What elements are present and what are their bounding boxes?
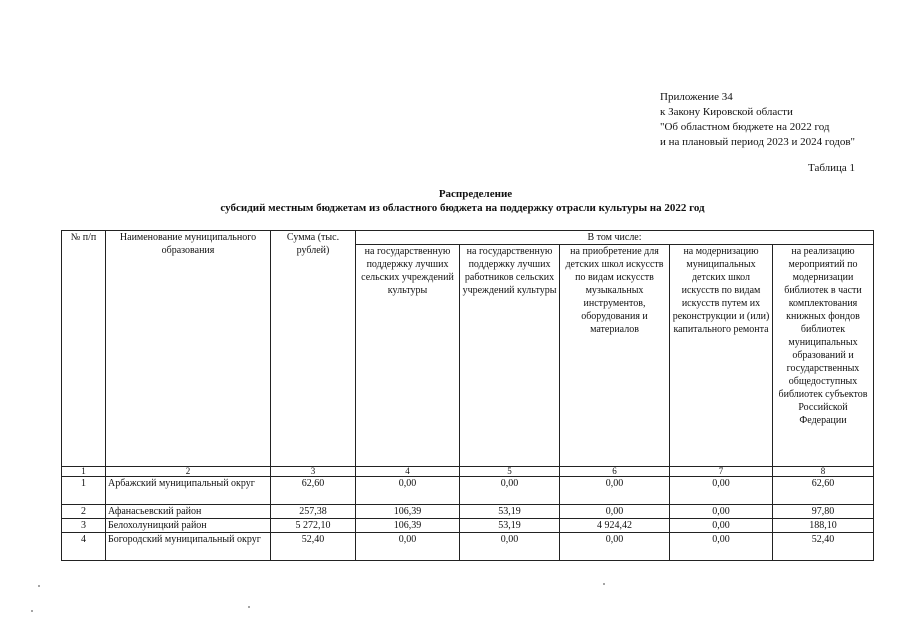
row-col6: 0,00 xyxy=(560,533,670,561)
header-including: В том числе: xyxy=(356,231,874,245)
appendix-header xyxy=(660,90,855,150)
scan-speck xyxy=(603,583,605,585)
appendix-line-1: Приложение 34 xyxy=(660,91,733,103)
column-number: 8 xyxy=(773,467,874,477)
header-col8: на реализацию мероприятий по модернизации библиотек в части комплектования книжных фондов библиотек муниципальных образований и государственных общедоступных библиотек субъектов Российской Федерации xyxy=(773,245,874,467)
row-col5: 53,19 xyxy=(460,505,560,519)
scan-speck xyxy=(248,606,250,608)
row-sum: 52,40 xyxy=(271,533,356,561)
title-line-2: субсидий местным бюджетам из областного бюджета на поддержку отрасли культуры на 2022 год xyxy=(220,202,705,214)
appendix-line-3: "Об областном бюджете на 2022 год xyxy=(660,121,830,133)
row-sum: 257,38 xyxy=(271,505,356,519)
row-num: 3 xyxy=(62,519,106,533)
scan-speck xyxy=(31,610,33,612)
row-col8: 188,10 xyxy=(773,519,874,533)
header-name: Наименование муниципального образования xyxy=(106,231,271,467)
row-col7: 0,00 xyxy=(670,505,773,519)
header-col5: на государственную поддержку лучших работников сельских учреждений культуры xyxy=(460,245,560,467)
table-label: Таблица 1 xyxy=(808,162,856,174)
row-col7: 0,00 xyxy=(670,519,773,533)
column-number: 6 xyxy=(560,467,670,477)
column-number: 5 xyxy=(460,467,560,477)
row-num: 4 xyxy=(62,533,106,561)
appendix-line-4: и на плановый период 2023 и 2024 годов" xyxy=(660,136,856,148)
document-title xyxy=(0,187,905,215)
row-sum: 5 272,10 xyxy=(271,519,356,533)
row-col7: 0,00 xyxy=(670,533,773,561)
row-col7: 0,00 xyxy=(670,477,773,505)
header-num: № п/п xyxy=(62,231,106,467)
row-col6: 4 924,42 xyxy=(560,519,670,533)
row-col8: 97,80 xyxy=(773,505,874,519)
scan-speck xyxy=(38,585,40,587)
column-number-row xyxy=(62,467,874,477)
row-col8: 62,60 xyxy=(773,477,874,505)
subsidy-table xyxy=(61,230,874,561)
row-col5: 53,19 xyxy=(460,519,560,533)
row-name: Белохолуницкий район xyxy=(106,519,271,533)
header-col6: на приобретение для детских школ искусств по видам искусств музыкальных инструментов, оборудования и материалов xyxy=(560,245,670,467)
header-sum: Сумма (тыс. рублей) xyxy=(271,231,356,467)
column-number: 3 xyxy=(271,467,356,477)
row-col6: 0,00 xyxy=(560,477,670,505)
column-number: 1 xyxy=(62,467,106,477)
header-col7: на модернизацию муниципальных детских школ искусств по видам искусств путем их реконструкции и (или) капитального ремонта xyxy=(670,245,773,467)
row-col4: 0,00 xyxy=(356,533,460,561)
table-row xyxy=(62,519,874,533)
title-line-1: Распределение xyxy=(438,188,513,200)
appendix-line-2: к Закону Кировской области xyxy=(660,106,793,118)
row-col4: 106,39 xyxy=(356,505,460,519)
row-col4: 0,00 xyxy=(356,477,460,505)
row-col8: 52,40 xyxy=(773,533,874,561)
row-num: 2 xyxy=(62,505,106,519)
row-name: Афанасьевский район xyxy=(106,505,271,519)
row-num: 1 xyxy=(62,477,106,505)
column-number: 7 xyxy=(670,467,773,477)
header-col4: на государственную поддержку лучших сельских учреждений культуры xyxy=(356,245,460,467)
column-number: 4 xyxy=(356,467,460,477)
column-number: 2 xyxy=(106,467,271,477)
table-row xyxy=(62,533,874,561)
table-row xyxy=(62,505,874,519)
row-col4: 106,39 xyxy=(356,519,460,533)
table-row xyxy=(62,477,874,505)
row-col5: 0,00 xyxy=(460,477,560,505)
row-sum: 62,60 xyxy=(271,477,356,505)
row-col6: 0,00 xyxy=(560,505,670,519)
row-col5: 0,00 xyxy=(460,533,560,561)
row-name: Арбажский муниципальный округ xyxy=(106,477,271,505)
row-name: Богородский муниципальный округ xyxy=(106,533,271,561)
